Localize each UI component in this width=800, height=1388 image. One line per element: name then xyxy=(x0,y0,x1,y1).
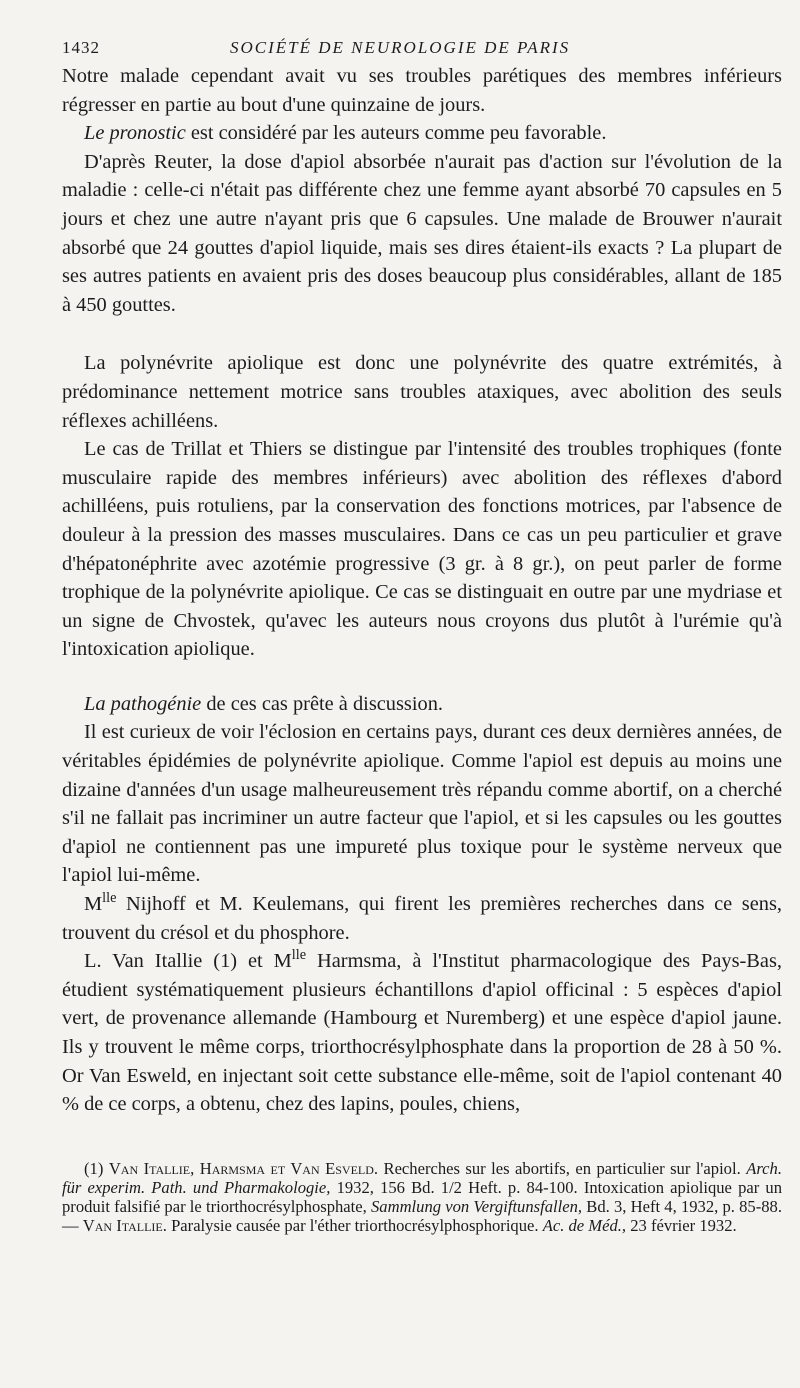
section-lead: La pathogénie xyxy=(84,692,202,715)
footnote-text: Paralysie causée par l'éther triorthocrésylphosphorique. xyxy=(166,1215,543,1235)
journal-title: SOCIÉTÉ DE NEUROLOGIE DE PARIS xyxy=(230,38,571,57)
paragraph: D'après Reuter, la dose d'apiol absorbée n'aurait pas d'action sur l'évolution de la maladie : celle-ci n'était pas différente chez une femme ayant absorbé 70 capsules en 5 jours et chez une autre n'ayant pris que 6 capsules. Une malade de Brouwer n'aurait absorbé que 24 gouttes d'apiol liquide, mais ses dires étaient-ils exacts ? La plupart de ses autres patients en avaient pris des doses beaucoup plus considérables, allant de 185 à 450 gouttes. xyxy=(62,150,782,316)
footnote-journal: Ac. de Méd., xyxy=(542,1215,627,1235)
running-head xyxy=(62,32,782,62)
section-lead: Le pronostic xyxy=(84,122,186,145)
footnote-text: 23 février 1932. xyxy=(626,1215,737,1235)
page-number: 1432 xyxy=(62,38,100,57)
paragraph xyxy=(62,947,782,1119)
paragraph xyxy=(62,890,782,947)
paragraph-text: de ces cas prête à discussion. xyxy=(201,692,444,715)
footnote-text: Recherches sur les abortifs, en particulier sur l'apiol. xyxy=(378,1158,747,1178)
title-sup: lle xyxy=(102,890,117,907)
title-abbrev: M xyxy=(84,893,103,916)
paragraph-text: L. Van Itallie (1) et M xyxy=(84,950,292,973)
footnote-journal: Arch. für experim. Path. und Pharmakologie, xyxy=(62,1158,782,1197)
paragraph-text: Harmsma, à l'Institut pharmacologique des Pays-Bas, étudient systématiquement plusieurs échantillons d'apiol officinal : 5 espèces d'apiol vert, de provenance allemande (Hambourg et Nuremberg) et une espèce d'apiol jaune. Ils y trouvent le même corps, triorthocrésylphosphate dans la proportion de 28 à 50 %. Or Van Esweld, en injectant soit cette substance elle-même, soit de l'apiol contenant 40 % de ce corps, a obtenu, chez des lapins, poules, chiens, xyxy=(62,950,782,1116)
paragraph xyxy=(62,119,782,148)
footnote-text: 1932, 156 Bd. 1/2 Heft. p. 84-100. Intoxication apiolique par un produit falsifié par le triorthocrésylphosphate, xyxy=(62,1177,783,1216)
paragraph: La polynévrite apiolique est donc une polynévrite des quatre extrémités, à prédominance nettement motrice sans troubles ataxiques, avec abolition des seuls réflexes achilléens. xyxy=(62,352,782,432)
footnote-authors: Van Itallie, Harmsma et Van Esveld. xyxy=(108,1158,379,1178)
body-text xyxy=(62,62,782,1119)
paragraph: Il est curieux de voir l'éclosion en certains pays, durant ces deux dernières années, de véritables épidémies de polynévrite apiolique. Comme l'apiol est depuis au moins une dizaine d'années d'un usage malheureusement très répandu comme abortif, on a cherché s'il ne fallait pas incriminer un autre facteur que l'apiol, et si les capsules ou les gouttes d'apiol ne contiennent pas une impureté plus toxique pour le système nerveux que l'apiol lui-même. xyxy=(62,721,782,887)
footnote-journal: Sammlung von Vergiftunsfallen, xyxy=(371,1196,583,1216)
footnote-text: Bd. 3, Heft 4, 1932, p. 85-88. — xyxy=(62,1196,782,1235)
paragraph-text: Nijhoff et M. Keulemans, qui firent les premières recherches dans ce sens, trouvent du crésol et du phosphore. xyxy=(62,893,782,944)
paragraph: Le cas de Trillat et Thiers se distingue par l'intensité des troubles trophiques (fonte musculaire rapide des membres inférieurs) avec abolition des réflexes d'abord achilléens, puis rotuliens, par la conservation des fonctions motrices, par l'absence de douleur à la pression des masses musculaires. Dans ce cas un peu particulier et grave d'hépatonéphrite avec azotémie progressive (3 gr. à 8 gr.), on peut parler de forme trophique de la polynévrite apiolique. Ce cas se distinguait en outre par une mydriase et un signe de Chvostek, qu'avec les auteurs nous croyons dus plutôt à l'urémie qu'à l'intoxication apiolique. xyxy=(62,438,782,661)
paragraph: Notre malade cependant avait vu ses troubles parétiques des membres inférieurs régresser en partie au bout d'une quinzaine de jours. xyxy=(62,65,782,116)
paragraph-text: est considéré par les auteurs comme peu favorable. xyxy=(185,122,607,145)
footnote-authors: Van Itallie. xyxy=(82,1215,167,1235)
title-sup: lle xyxy=(291,947,307,964)
footnote-number: (1) xyxy=(84,1158,109,1178)
footnote xyxy=(62,1159,782,1235)
paragraph xyxy=(62,690,782,719)
